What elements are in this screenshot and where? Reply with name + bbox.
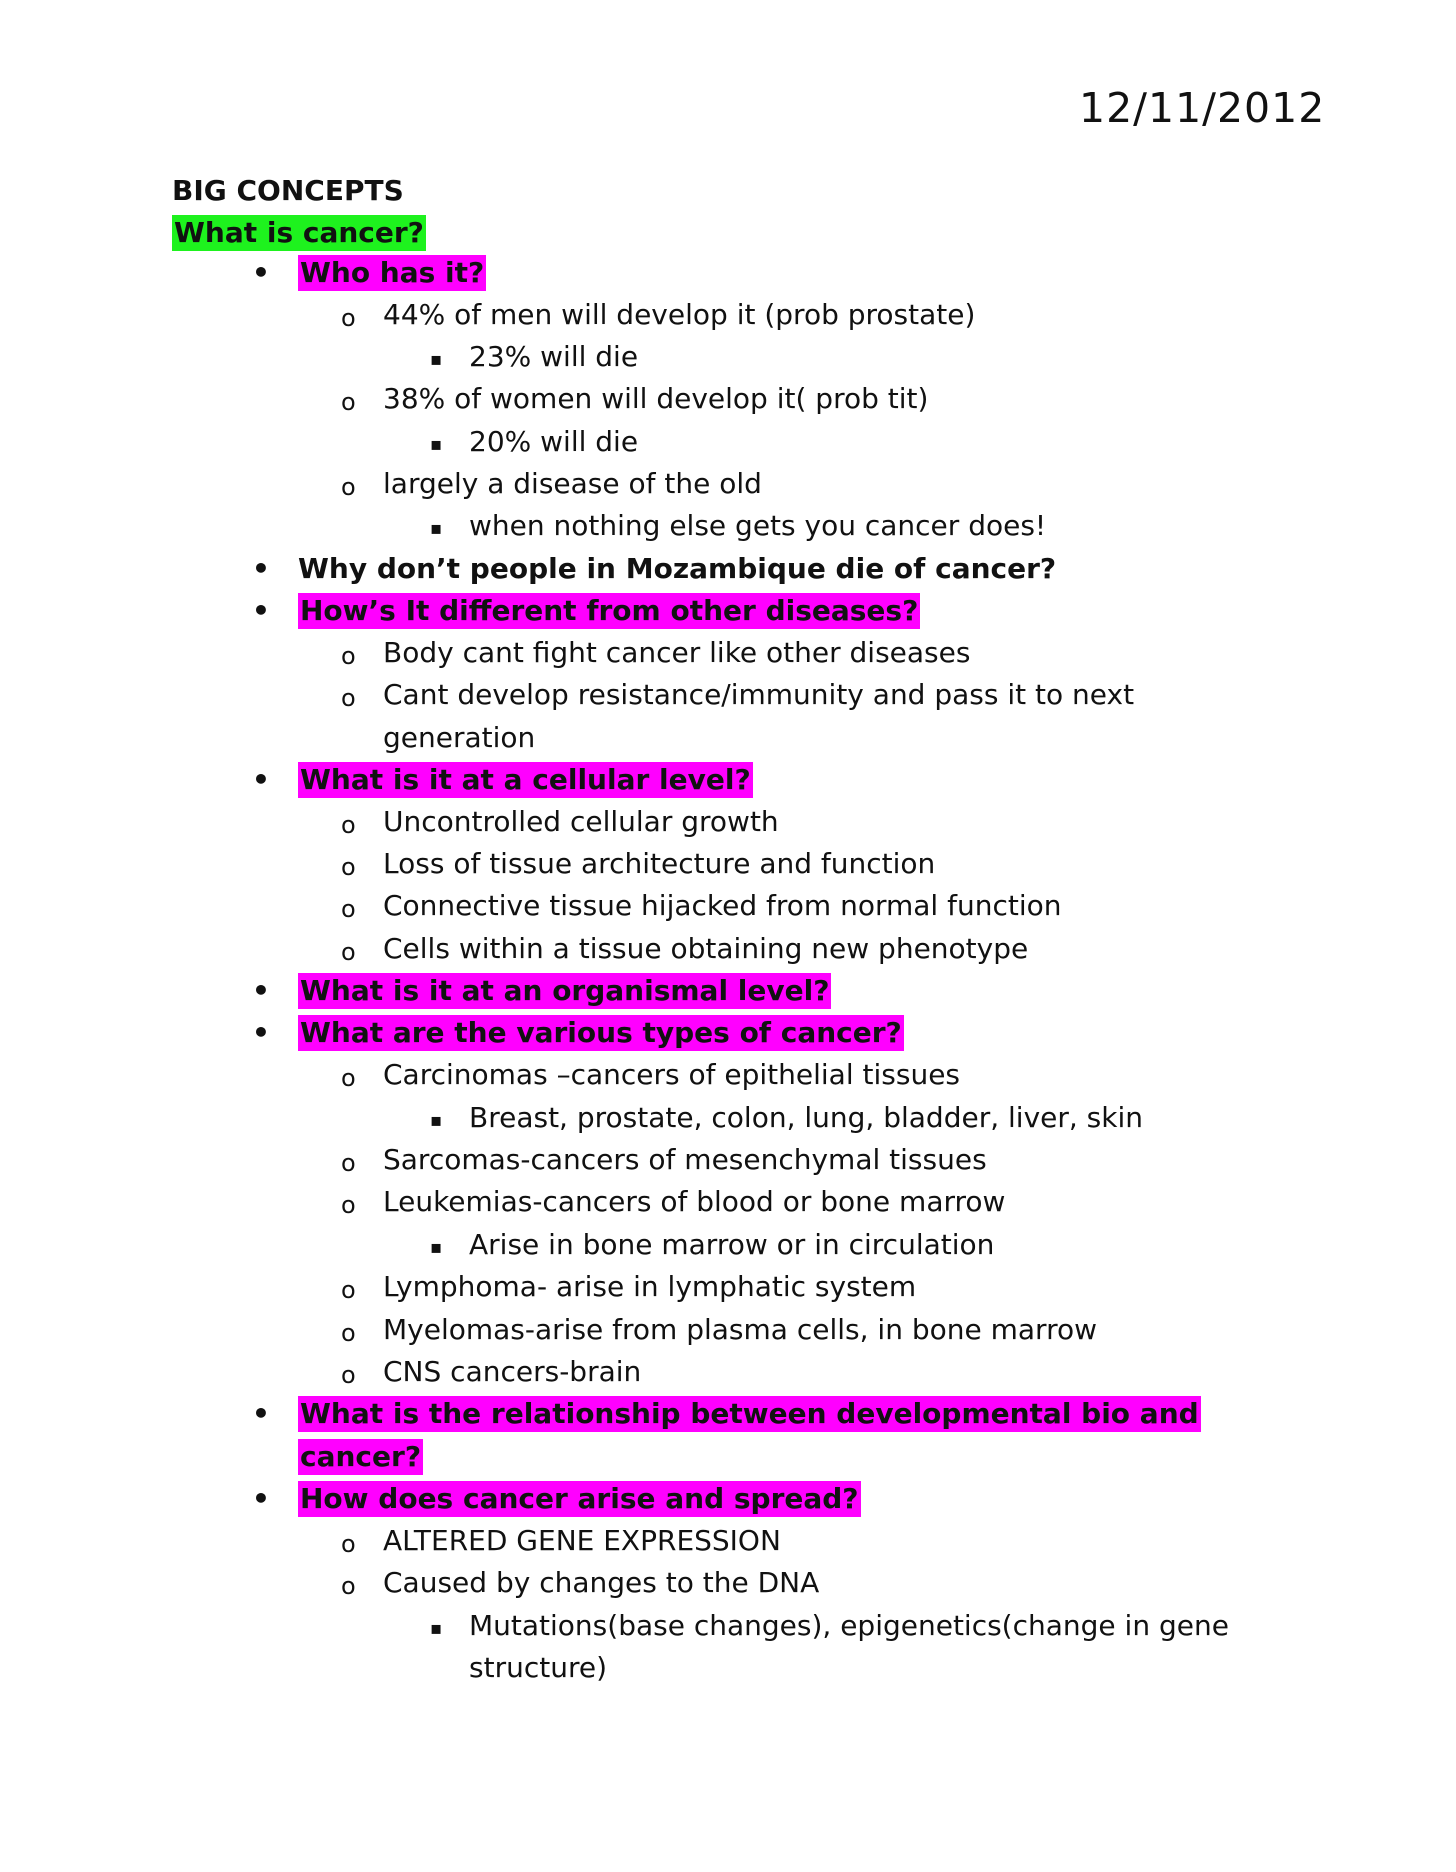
list-item: Myelomas-arise from plasma cells, in bone marrow — [383, 1313, 1097, 1346]
question-developmental-bio: What is the relationship between developmental bio and — [300, 1397, 1199, 1430]
circle-bullet-icon: o — [341, 1572, 356, 1600]
bullet-icon: • — [252, 974, 270, 1007]
list-item: Breast, prostate, colon, lung, bladder, liver, skin — [469, 1101, 1144, 1134]
list-item: Arise in bone marrow or in circulation — [469, 1228, 995, 1261]
list-item: Cells within a tissue obtaining new phenotype — [383, 932, 1029, 965]
list-item: 38% of women will develop it( prob tit) — [383, 382, 929, 415]
list-item: when nothing else gets you cancer does! — [469, 509, 1047, 542]
circle-bullet-icon: o — [341, 1064, 356, 1092]
list-item-continuation: structure) — [469, 1651, 607, 1684]
square-bullet-icon: ▪ — [430, 518, 443, 539]
circle-bullet-icon: o — [341, 811, 356, 839]
bullet-icon: • — [252, 1482, 270, 1515]
list-item: Leukemias-cancers of blood or bone marrow — [383, 1185, 1006, 1218]
circle-bullet-icon: o — [341, 388, 356, 416]
list-item: Uncontrolled cellular growth — [383, 805, 779, 838]
section-heading: What is cancer? — [174, 216, 424, 249]
bullet-icon: • — [252, 552, 270, 585]
circle-bullet-icon: o — [341, 1149, 356, 1177]
list-item: Loss of tissue architecture and function — [383, 847, 936, 880]
circle-bullet-icon: o — [341, 1319, 356, 1347]
bullet-icon: • — [252, 1397, 270, 1430]
circle-bullet-icon: o — [341, 642, 356, 670]
square-bullet-icon: ▪ — [430, 434, 443, 455]
circle-bullet-icon: o — [341, 895, 356, 923]
question-developmental-bio-continuation: cancer? — [300, 1440, 422, 1473]
question-how-different: How’s It different from other diseases? — [300, 594, 919, 627]
list-item: Connective tissue hijacked from normal function — [383, 889, 1062, 922]
circle-bullet-icon: o — [341, 1276, 356, 1304]
list-item: ALTERED GENE EXPRESSION — [383, 1524, 781, 1557]
list-item: Carcinomas –cancers of epithelial tissues — [383, 1058, 961, 1091]
question-arise-and-spread: How does cancer arise and spread? — [300, 1482, 859, 1515]
bullet-icon: • — [252, 594, 270, 627]
list-item: Mutations(base changes), epigenetics(change in gene — [469, 1609, 1229, 1642]
square-bullet-icon: ▪ — [430, 1110, 443, 1131]
square-bullet-icon: ▪ — [430, 1237, 443, 1258]
list-item: Body cant fight cancer like other diseases — [383, 636, 971, 669]
square-bullet-icon: ▪ — [430, 349, 443, 370]
question-types-of-cancer: What are the various types of cancer? — [300, 1016, 902, 1049]
question-cellular-level: What is it at a cellular level? — [300, 763, 751, 796]
circle-bullet-icon: o — [341, 473, 356, 501]
question-mozambique: Why don’t people in Mozambique die of cancer? — [298, 552, 1057, 585]
list-item: largely a disease of the old — [383, 467, 762, 500]
list-item: Cant develop resistance/immunity and pass it to next — [383, 678, 1135, 711]
list-item: 20% will die — [469, 425, 639, 458]
question-who-has-it: Who has it? — [300, 256, 485, 289]
circle-bullet-icon: o — [341, 853, 356, 881]
bullet-icon: • — [252, 1016, 270, 1049]
list-item-continuation: generation — [383, 721, 536, 754]
circle-bullet-icon: o — [341, 1530, 356, 1558]
list-item: Caused by changes to the DNA — [383, 1566, 820, 1599]
list-item: 23% will die — [469, 340, 639, 373]
bullet-icon: • — [252, 256, 270, 289]
page-title: BIG CONCEPTS — [172, 174, 404, 207]
circle-bullet-icon: o — [341, 938, 356, 966]
circle-bullet-icon: o — [341, 1191, 356, 1219]
circle-bullet-icon: o — [341, 1361, 356, 1389]
list-item: 44% of men will develop it (prob prostate) — [383, 298, 976, 331]
square-bullet-icon: ▪ — [430, 1618, 443, 1639]
list-item: Sarcomas-cancers of mesenchymal tissues — [383, 1143, 987, 1176]
document-date: 12/11/2012 — [1079, 84, 1326, 132]
question-organismal-level: What is it at an organismal level? — [300, 974, 830, 1007]
bullet-icon: • — [252, 763, 270, 796]
circle-bullet-icon: o — [341, 304, 356, 332]
circle-bullet-icon: o — [341, 684, 356, 712]
list-item: CNS cancers-brain — [383, 1355, 642, 1388]
list-item: Lymphoma- arise in lymphatic system — [383, 1270, 917, 1303]
